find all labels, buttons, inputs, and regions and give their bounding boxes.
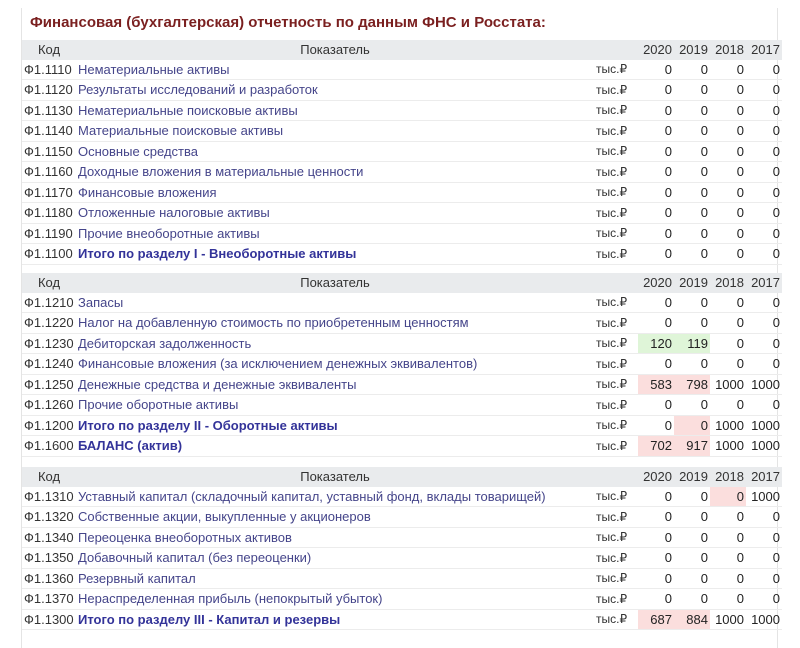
row-unit: тыс.₽ <box>594 568 638 589</box>
row-value-2020: 0 <box>638 548 674 569</box>
row-code: Ф1.1150 <box>22 141 76 162</box>
row-value-2019: 0 <box>674 487 710 507</box>
row-value-2019: 0 <box>674 589 710 610</box>
row-value-2018: 0 <box>710 223 746 244</box>
column-header-year-2018: 2018 <box>710 273 746 293</box>
row-code: Ф1.1210 <box>22 293 76 313</box>
row-unit: тыс.₽ <box>594 60 638 80</box>
row-code: Ф1.1600 <box>22 436 76 457</box>
report-title: Финансовая (бухгалтерская) отчетность по данным ФНС и Росстата: <box>30 14 546 31</box>
row-value-2018: 1000 <box>710 609 746 630</box>
row-value-2019: 0 <box>674 313 710 334</box>
row-indicator-link[interactable]: Добавочный капитал (без переоценки) <box>76 548 594 569</box>
row-value-2019: 0 <box>674 223 710 244</box>
row-value-2017: 0 <box>746 527 782 548</box>
row-unit: тыс.₽ <box>594 80 638 101</box>
row-code: Ф1.1340 <box>22 527 76 548</box>
row-value-2017: 0 <box>746 141 782 162</box>
row-code: Ф1.1120 <box>22 80 76 101</box>
row-code: Ф1.1320 <box>22 507 76 528</box>
row-value-2018: 0 <box>710 162 746 183</box>
table-row <box>22 244 782 265</box>
row-value-2020: 0 <box>638 507 674 528</box>
row-value-2019: 0 <box>674 507 710 528</box>
row-value-2017: 1000 <box>746 609 782 630</box>
row-unit: тыс.₽ <box>594 121 638 142</box>
table-row <box>22 589 782 610</box>
row-indicator-link[interactable]: Финансовые вложения <box>76 182 594 203</box>
table-row <box>22 395 782 416</box>
column-header-code: Код <box>22 467 76 487</box>
row-code: Ф1.1350 <box>22 548 76 569</box>
column-header-year-2018: 2018 <box>710 40 746 60</box>
row-value-2020: 0 <box>638 293 674 313</box>
row-value-2018: 0 <box>710 333 746 354</box>
table-row <box>22 548 782 569</box>
row-value-2020: 0 <box>638 568 674 589</box>
row-value-2018: 0 <box>710 141 746 162</box>
row-indicator-link[interactable]: Переоценка внеоборотных активов <box>76 527 594 548</box>
row-unit: тыс.₽ <box>594 100 638 121</box>
row-unit: тыс.₽ <box>594 333 638 354</box>
row-unit: тыс.₽ <box>594 182 638 203</box>
row-code: Ф1.1310 <box>22 487 76 507</box>
row-value-2020: 0 <box>638 60 674 80</box>
row-unit: тыс.₽ <box>594 141 638 162</box>
row-value-2020: 702 <box>638 436 674 457</box>
row-value-2017: 0 <box>746 333 782 354</box>
row-value-2017: 0 <box>746 568 782 589</box>
row-value-2019: 0 <box>674 162 710 183</box>
row-value-2019: 0 <box>674 80 710 101</box>
row-value-2019: 0 <box>674 244 710 265</box>
table-header-row <box>22 467 782 487</box>
row-value-2020: 0 <box>638 162 674 183</box>
table-row <box>22 100 782 121</box>
row-value-2017: 0 <box>746 395 782 416</box>
row-value-2019: 0 <box>674 354 710 375</box>
row-value-2017: 0 <box>746 548 782 569</box>
row-value-2019: 0 <box>674 203 710 224</box>
row-value-2020: 583 <box>638 374 674 395</box>
row-value-2018: 1000 <box>710 374 746 395</box>
row-value-2017: 0 <box>746 507 782 528</box>
row-value-2019: 884 <box>674 609 710 630</box>
row-value-2019: 0 <box>674 100 710 121</box>
row-code: Ф1.1170 <box>22 182 76 203</box>
row-code: Ф1.1370 <box>22 589 76 610</box>
row-value-2018: 0 <box>710 589 746 610</box>
row-value-2018: 0 <box>710 507 746 528</box>
row-code: Ф1.1230 <box>22 333 76 354</box>
row-indicator-link[interactable]: Итого по разделу II - Оборотные активы <box>76 415 594 436</box>
row-code: Ф1.1160 <box>22 162 76 183</box>
row-value-2019: 0 <box>674 548 710 569</box>
row-value-2018: 0 <box>710 80 746 101</box>
row-value-2020: 0 <box>638 100 674 121</box>
row-unit: тыс.₽ <box>594 415 638 436</box>
row-value-2018: 0 <box>710 487 746 507</box>
row-value-2017: 1000 <box>746 415 782 436</box>
table-row <box>22 568 782 589</box>
row-value-2018: 1000 <box>710 415 746 436</box>
row-unit: тыс.₽ <box>594 293 638 313</box>
row-value-2020: 687 <box>638 609 674 630</box>
row-value-2018: 0 <box>710 244 746 265</box>
row-value-2017: 0 <box>746 80 782 101</box>
table-row <box>22 141 782 162</box>
row-value-2017: 0 <box>746 60 782 80</box>
row-indicator-link[interactable]: Уставный капитал (складочный капитал, уставный фонд, вклады товарищей) <box>76 487 594 507</box>
row-value-2020: 0 <box>638 141 674 162</box>
row-value-2017: 0 <box>746 162 782 183</box>
row-code: Ф1.1240 <box>22 354 76 375</box>
table-row <box>22 223 782 244</box>
row-code: Ф1.1360 <box>22 568 76 589</box>
row-indicator-link[interactable]: Отложенные налоговые активы <box>76 203 594 224</box>
row-value-2018: 0 <box>710 293 746 313</box>
row-value-2017: 1000 <box>746 374 782 395</box>
row-indicator-link[interactable]: Налог на добавленную стоимость по приобретенным ценностям <box>76 313 594 334</box>
row-unit: тыс.₽ <box>594 589 638 610</box>
row-value-2020: 0 <box>638 395 674 416</box>
table-row <box>22 80 782 101</box>
row-value-2018: 0 <box>710 395 746 416</box>
row-value-2020: 0 <box>638 354 674 375</box>
row-value-2020: 0 <box>638 80 674 101</box>
table-header-row <box>22 40 782 60</box>
row-unit: тыс.₽ <box>594 548 638 569</box>
column-header-year-2020: 2020 <box>638 40 674 60</box>
table-row <box>22 293 782 313</box>
row-value-2019: 0 <box>674 568 710 589</box>
row-value-2017: 0 <box>746 589 782 610</box>
balance-section-current-assets <box>22 273 782 457</box>
row-indicator-link[interactable]: Собственные акции, выкупленные у акционеров <box>76 507 594 528</box>
table-row <box>22 162 782 183</box>
column-header-indicator: Показатель <box>76 40 594 60</box>
column-header-unit <box>594 467 638 487</box>
column-header-year-2019: 2019 <box>674 40 710 60</box>
row-code: Ф1.1220 <box>22 313 76 334</box>
row-value-2017: 0 <box>746 223 782 244</box>
table-row <box>22 487 782 507</box>
row-indicator-link[interactable]: Запасы <box>76 293 594 313</box>
row-value-2018: 0 <box>710 527 746 548</box>
column-header-unit <box>594 40 638 60</box>
row-value-2017: 1000 <box>746 487 782 507</box>
row-code: Ф1.1180 <box>22 203 76 224</box>
row-value-2017: 1000 <box>746 436 782 457</box>
column-header-year-2020: 2020 <box>638 273 674 293</box>
row-unit: тыс.₽ <box>594 436 638 457</box>
column-header-unit <box>594 273 638 293</box>
row-indicator-link[interactable]: БАЛАНС (актив) <box>76 436 594 457</box>
row-indicator-link[interactable]: Денежные средства и денежные эквиваленты <box>76 374 594 395</box>
table-row <box>22 333 782 354</box>
row-indicator-link[interactable]: Доходные вложения в материальные ценности <box>76 162 594 183</box>
row-value-2020: 0 <box>638 244 674 265</box>
row-value-2020: 0 <box>638 182 674 203</box>
row-code: Ф1.1100 <box>22 244 76 265</box>
column-header-year-2019: 2019 <box>674 467 710 487</box>
row-value-2020: 0 <box>638 121 674 142</box>
table-row <box>22 527 782 548</box>
row-indicator-link[interactable]: Результаты исследований и разработок <box>76 80 594 101</box>
row-value-2017: 0 <box>746 203 782 224</box>
row-code: Ф1.1300 <box>22 609 76 630</box>
row-value-2020: 0 <box>638 487 674 507</box>
row-unit: тыс.₽ <box>594 527 638 548</box>
balance-section-noncurrent-assets <box>22 40 782 265</box>
table-row <box>22 313 782 334</box>
row-unit: тыс.₽ <box>594 487 638 507</box>
row-unit: тыс.₽ <box>594 223 638 244</box>
row-value-2020: 0 <box>638 589 674 610</box>
row-value-2019: 0 <box>674 527 710 548</box>
row-value-2018: 0 <box>710 182 746 203</box>
row-unit: тыс.₽ <box>594 313 638 334</box>
row-value-2019: 0 <box>674 395 710 416</box>
row-value-2019: 119 <box>674 333 710 354</box>
row-value-2018: 0 <box>710 313 746 334</box>
column-header-year-2017: 2017 <box>746 40 782 60</box>
row-indicator-link[interactable]: Финансовые вложения (за исключением денежных эквивалентов) <box>76 354 594 375</box>
row-value-2020: 0 <box>638 223 674 244</box>
table-row <box>22 374 782 395</box>
row-value-2017: 0 <box>746 244 782 265</box>
table-header-row <box>22 273 782 293</box>
row-code: Ф1.1200 <box>22 415 76 436</box>
row-value-2018: 0 <box>710 203 746 224</box>
row-value-2017: 0 <box>746 293 782 313</box>
row-indicator-link[interactable]: Итого по разделу III - Капитал и резервы <box>76 609 594 630</box>
row-value-2019: 0 <box>674 141 710 162</box>
row-value-2020: 120 <box>638 333 674 354</box>
row-unit: тыс.₽ <box>594 244 638 265</box>
row-indicator-link[interactable]: Резервный капитал <box>76 568 594 589</box>
table-row <box>22 60 782 80</box>
row-value-2020: 0 <box>638 203 674 224</box>
table-row <box>22 121 782 142</box>
row-code: Ф1.1260 <box>22 395 76 416</box>
row-value-2017: 0 <box>746 354 782 375</box>
row-value-2018: 0 <box>710 568 746 589</box>
row-indicator-link[interactable]: Прочие оборотные активы <box>76 395 594 416</box>
row-indicator-link[interactable]: Основные средства <box>76 141 594 162</box>
row-value-2018: 0 <box>710 100 746 121</box>
row-value-2019: 917 <box>674 436 710 457</box>
column-header-year-2020: 2020 <box>638 467 674 487</box>
table-row <box>22 507 782 528</box>
row-value-2017: 0 <box>746 100 782 121</box>
row-code: Ф1.1140 <box>22 121 76 142</box>
row-value-2019: 0 <box>674 293 710 313</box>
row-indicator-link[interactable]: Нематериальные поисковые активы <box>76 100 594 121</box>
row-indicator-link[interactable]: Прочие внеоборотные активы <box>76 223 594 244</box>
column-header-indicator: Показатель <box>76 273 594 293</box>
column-header-year-2017: 2017 <box>746 467 782 487</box>
row-indicator-link[interactable]: Нераспределенная прибыль (непокрытый убыток) <box>76 589 594 610</box>
table-row <box>22 354 782 375</box>
column-header-code: Код <box>22 40 76 60</box>
row-value-2017: 0 <box>746 121 782 142</box>
row-value-2019: 0 <box>674 60 710 80</box>
table-row <box>22 182 782 203</box>
row-unit: тыс.₽ <box>594 354 638 375</box>
row-unit: тыс.₽ <box>594 374 638 395</box>
row-value-2018: 1000 <box>710 436 746 457</box>
column-header-indicator: Показатель <box>76 467 594 487</box>
row-value-2020: 0 <box>638 313 674 334</box>
balance-section-capital <box>22 467 782 630</box>
row-value-2018: 0 <box>710 60 746 80</box>
row-indicator-link[interactable]: Итого по разделу I - Внеоборотные активы <box>76 244 594 265</box>
column-header-year-2019: 2019 <box>674 273 710 293</box>
row-value-2017: 0 <box>746 313 782 334</box>
row-unit: тыс.₽ <box>594 507 638 528</box>
row-code: Ф1.1190 <box>22 223 76 244</box>
row-value-2019: 0 <box>674 121 710 142</box>
table-row <box>22 609 782 630</box>
column-header-year-2017: 2017 <box>746 273 782 293</box>
row-unit: тыс.₽ <box>594 162 638 183</box>
table-row <box>22 436 782 457</box>
row-value-2019: 0 <box>674 415 710 436</box>
row-code: Ф1.1110 <box>22 60 76 80</box>
column-header-code: Код <box>22 273 76 293</box>
row-value-2019: 0 <box>674 182 710 203</box>
row-unit: тыс.₽ <box>594 609 638 630</box>
row-value-2017: 0 <box>746 182 782 203</box>
table-row <box>22 415 782 436</box>
table-row <box>22 203 782 224</box>
row-value-2020: 0 <box>638 527 674 548</box>
row-unit: тыс.₽ <box>594 203 638 224</box>
row-code: Ф1.1250 <box>22 374 76 395</box>
row-value-2018: 0 <box>710 121 746 142</box>
row-value-2019: 798 <box>674 374 710 395</box>
row-unit: тыс.₽ <box>594 395 638 416</box>
row-code: Ф1.1130 <box>22 100 76 121</box>
row-indicator-link[interactable]: Нематериальные активы <box>76 60 594 80</box>
row-value-2018: 0 <box>710 354 746 375</box>
row-indicator-link[interactable]: Материальные поисковые активы <box>76 121 594 142</box>
column-header-year-2018: 2018 <box>710 467 746 487</box>
row-value-2020: 0 <box>638 415 674 436</box>
row-value-2018: 0 <box>710 548 746 569</box>
row-indicator-link[interactable]: Дебиторская задолженность <box>76 333 594 354</box>
